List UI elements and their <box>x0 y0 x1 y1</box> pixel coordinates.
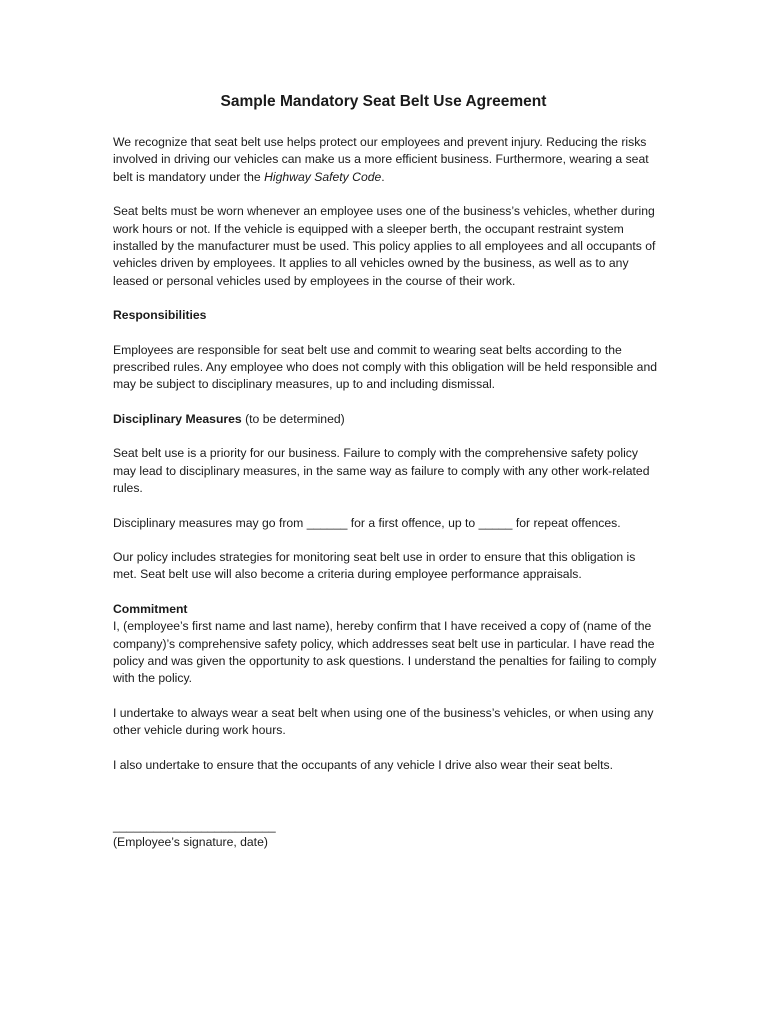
document-page <box>113 92 658 850</box>
intro-text-end: . <box>381 169 385 184</box>
disciplinary-heading-note: (to be determined) <box>241 411 345 426</box>
responsibilities-heading-text: Responsibilities <box>113 308 207 323</box>
responsibilities-heading <box>113 307 658 324</box>
disciplinary-paragraph-2: Disciplinary measures may go from ______ for a first offence, up to _____ for repeat offences. <box>113 515 621 530</box>
disciplinary-paragraph-1: Seat belt use is a priority for our business. Failure to comply with the comprehensive safety policy may lead to disciplinary measures, in the same way as failure to comply with any other work-related rules. <box>113 446 650 496</box>
disciplinary-heading-text: Disciplinary Measures <box>113 411 242 426</box>
intro-emphasis: Highway Safety Code <box>264 169 382 184</box>
responsibilities-paragraph: Employees are responsible for seat belt use and commit to wearing seat belts according to the prescribed rules. Any employee who does not comply with this obligation will be held responsible and may be subject to disciplinary measures, up to and including dismissal. <box>113 342 658 392</box>
disciplinary-paragraph-3: Our policy includes strategies for monitoring seat belt use in order to ensure that this obligation is met. Seat belt use will also become a criteria during employee performance appraisals. <box>113 549 636 582</box>
commitment-paragraph-3: I also undertake to ensure that the occupants of any vehicle I drive also wear their seat belts. <box>113 757 613 772</box>
intro-text: We recognize that seat belt use helps protect our employees and prevent injury. Reducing the risks involved in driving our vehicles can make us a more efficient business. Furthermore, wearing a seat belt is mandatory under the <box>113 135 649 184</box>
commitment-section <box>113 601 658 688</box>
document-title: Sample Mandatory Seat Belt Use Agreement <box>220 93 547 110</box>
signature-block <box>113 818 658 850</box>
policy-paragraph: Seat belts must be worn whenever an employee uses one of the business’s vehicles, whether during work hours or not. If the vehicle is equipped with a sleeper berth, the occupant restraint system installed by the manufacturer must be used. This policy applies to all employees and all occupants of vehicles driven by employees. It applies to all vehicles owned by the business, as well as to any leased or personal vehicles used by employees in the course of their work. <box>113 204 656 288</box>
signature-line: ________________________ <box>113 818 276 833</box>
intro-paragraph <box>113 134 658 186</box>
commitment-paragraph-2: I undertake to always wear a seat belt when using one of the business’s vehicles, or when using any other vehicle during work hours. <box>113 705 654 738</box>
commitment-paragraph-1: I, (employee’s first name and last name), hereby confirm that I have received a copy of (name of the company)’s comprehensive safety policy, which addresses seat belt use in particular. I have read the policy and was given the opportunity to ask questions. I understand the penalties for failing to comply with the policy. <box>113 619 657 686</box>
disciplinary-heading <box>113 411 658 428</box>
signature-caption: (Employee’s signature, date) <box>113 834 268 849</box>
commitment-heading: Commitment <box>113 601 188 616</box>
